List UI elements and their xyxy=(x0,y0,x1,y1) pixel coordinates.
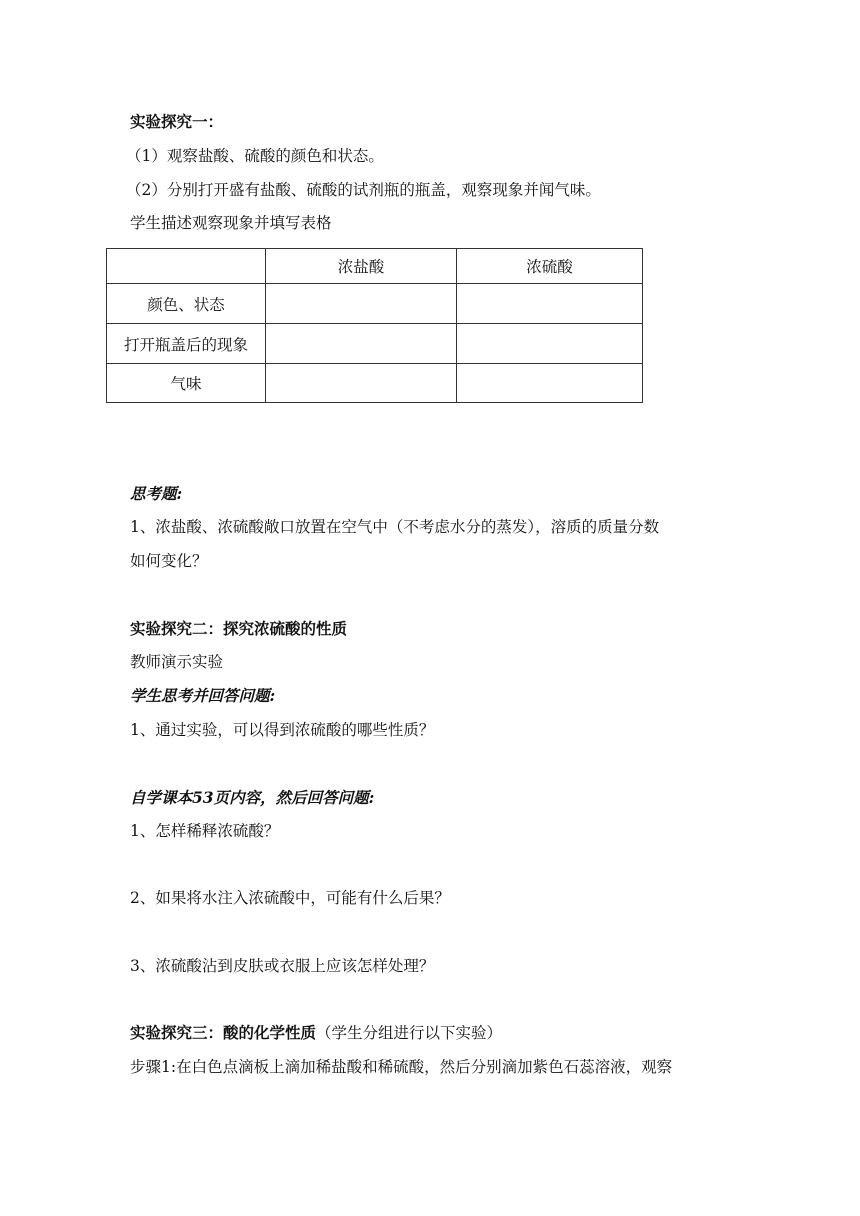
section2-demo: 教师演示实验 xyxy=(130,653,224,671)
table-row-label: 打开瓶盖后的现象 xyxy=(107,324,266,364)
section1-instruction: 学生描述观察现象并填写表格 xyxy=(130,214,332,232)
section2-heading: 实验探究二：探究浓硫酸的性质 xyxy=(130,619,348,638)
table-cell[interactable] xyxy=(457,284,643,324)
section3-heading: 实验探究三：酸的化学性质 xyxy=(130,1023,317,1042)
table-row-label: 颜色、状态 xyxy=(107,284,266,324)
table-cell[interactable] xyxy=(457,324,643,364)
thinking-q1-line2: 如何变化？ xyxy=(130,552,208,570)
table-header-cell xyxy=(107,249,266,284)
table-row xyxy=(107,364,643,403)
table-row-label: 气味 xyxy=(107,364,266,403)
table-row xyxy=(107,284,643,324)
section3-heading-line xyxy=(130,1023,502,1043)
selfstudy-q2: 2、如果将水注入浓硫酸中，可能有什么后果？ xyxy=(130,889,450,907)
thinking-heading: 思考题: xyxy=(130,484,183,503)
selfstudy-q1: 1、怎样稀释浓硫酸？ xyxy=(130,822,280,840)
section3-heading-note: （学生分组进行以下实验） xyxy=(316,1024,503,1042)
table-cell[interactable] xyxy=(457,364,643,403)
table-header-cell: 浓盐酸 xyxy=(266,249,457,284)
selfstudy-heading: 自学课本53页内容，然后回答问题: xyxy=(130,788,375,807)
section1-heading: 实验探究一： xyxy=(130,112,224,131)
observation-table xyxy=(106,248,643,403)
section2-prompt: 学生思考并回答问题: xyxy=(130,686,276,705)
thinking-q1-line1: 1、浓盐酸、浓硫酸敞口放置在空气中（不考虑水分的蒸发），溶质的质量分数 xyxy=(130,518,660,536)
section2-q1: 1、通过实验，可以得到浓硫酸的哪些性质？ xyxy=(130,721,435,739)
section1-step2: （2）分别打开盛有盐酸、硫酸的试剂瓶的瓶盖，观察现象并闻气味。 xyxy=(126,181,601,199)
section3-step1: 步骤1:在白色点滴板上滴加稀盐酸和稀硫酸，然后分别滴加紫色石蕊溶液，观察 xyxy=(130,1058,673,1076)
table-cell[interactable] xyxy=(266,324,457,364)
table-cell[interactable] xyxy=(266,364,457,403)
table-header-row xyxy=(107,249,643,284)
table-header-cell: 浓硫酸 xyxy=(457,249,643,284)
table-cell[interactable] xyxy=(266,284,457,324)
selfstudy-q3: 3、浓硫酸沾到皮肤或衣服上应该怎样处理？ xyxy=(130,957,435,975)
section1-step1: （1）观察盐酸、硫酸的颜色和状态。 xyxy=(126,147,384,165)
table-row xyxy=(107,324,643,364)
